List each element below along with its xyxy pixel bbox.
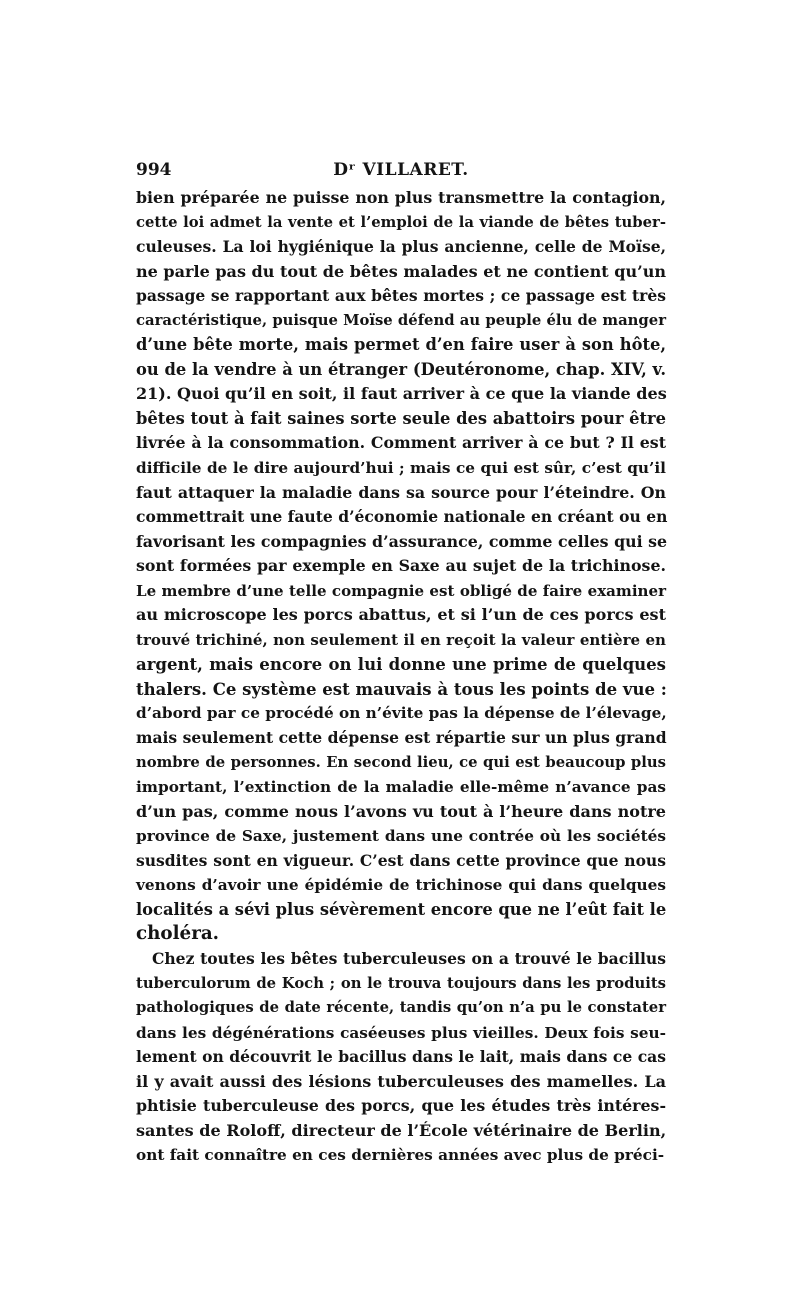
text-line: santes de Roloff, directeur de l’École vétérinaire de Berlin, [136,1120,667,1140]
text-line: d’une bête morte, mais permet d’en faire user à son hôte, [136,335,666,355]
text-line: dans les dégénérations caséeuses plus vieilles. Deux fois seu- [136,1023,666,1042]
text-line: 21). Quoi qu’il en soit, il faut arriver à ce que la viande des [136,384,667,404]
text-line: difficile de le dire aujourd’hui ; mais ce qui est sûr, c’est qu’il [136,459,666,478]
text-line: commettrait une faute d’économie nationale en créant ou en [136,507,668,527]
paragraph [136,947,666,1168]
text-line: phtisie tuberculeuse des porcs, que les études très intéres- [136,1096,666,1116]
text-line: livrée à la consommation. Comment arriver à ce but ? Il est [136,433,666,453]
text-line: susdites sont en vigueur. C’est dans cette province que nous [136,850,666,870]
page-number: 994 [136,160,172,180]
text-line: thalers. Ce système est mauvais à tous les points de vue : [136,678,667,699]
text-line: bien préparée ne puisse non plus transmettre la contagion, [136,188,666,207]
text-line: nombre de personnes. En second lieu, ce qui est beaucoup plus [136,753,666,771]
text-line: tuberculorum de Koch ; on le trouva toujours dans les produits [136,974,666,992]
text-line: venons d’avoir une épidémie de trichinose qui dans quelques [136,876,666,895]
text-line: d’un pas, comme nous l’avons vu tout à l’heure dans notre [136,801,666,821]
text-line: caractéristique, puisque Moïse défend au peuple élu de manger [136,311,666,329]
text-line: culeuses. La loi hygiénique la plus ancienne, celle de Moïse, [136,237,666,257]
text-line: au microscope les porcs abattus, et si l’un de ces porcs est [136,605,666,625]
text-line: choléra. [136,923,220,945]
text-line: Le membre d’une telle compagnie est obligé de faire examiner [136,581,666,600]
text-line: ou de la vendre à un étranger (Deutéronome, chap. XIV, v. [136,359,666,379]
text-line: cette loi admet la vente et l’emploi de la viande de bêtes tuber- [136,213,666,231]
text-line: argent, mais encore on lui donne une prime de quelques [136,654,666,675]
text-line: lement on découvrit le bacillus dans le lait, mais dans ce cas [136,1047,666,1067]
text-line: Chez toutes les bêtes tuberculeuses on a trouvé le bacillus [152,948,666,968]
text-line: localités a sévi plus sévèrement encore que ne l’eût fait le [136,899,667,919]
body-text [136,186,666,1168]
paragraph [136,186,666,947]
text-line: province de Saxe, justement dans une contrée où les sociétés [136,827,666,846]
text-line: sont formées par exemple en Saxe au sujet de la trichinose. [136,556,666,576]
text-line: passage se rapportant aux bêtes mortes ; ce passage est très [136,286,666,306]
text-line: trouvé trichiné, non seulement il en reçoit la valeur entière en [136,630,666,649]
text-line: il y avait aussi des lésions tuberculeuses des mamelles. La [136,1071,666,1091]
text-line: pathologiques de date récente, tandis qu’on n’a pu le constater [136,999,666,1017]
text-line: bêtes tout à fait saines sorte seule des abattoirs pour être [136,408,666,428]
text-line: important, l’extinction de la maladie elle-même n’avance pas [136,778,666,797]
text-line: mais seulement cette dépense est répartie sur un plus grand [136,728,667,748]
page-header [136,160,666,184]
text-line: faut attaquer la maladie dans sa source pour l’éteindre. On [136,482,666,502]
text-line: favorisant les compagnies d’assurance, comme celles qui se [136,531,668,551]
text-line: d’abord par ce procédé on n’évite pas la dépense de l’élevage, [136,704,667,723]
text-line: ne parle pas du tout de bêtes malades et ne contient qu’un [136,261,667,281]
running-head: Dʳ VILLARET. [333,160,469,180]
text-line: ont fait connaître en ces dernières années avec plus de préci- [136,1146,665,1165]
